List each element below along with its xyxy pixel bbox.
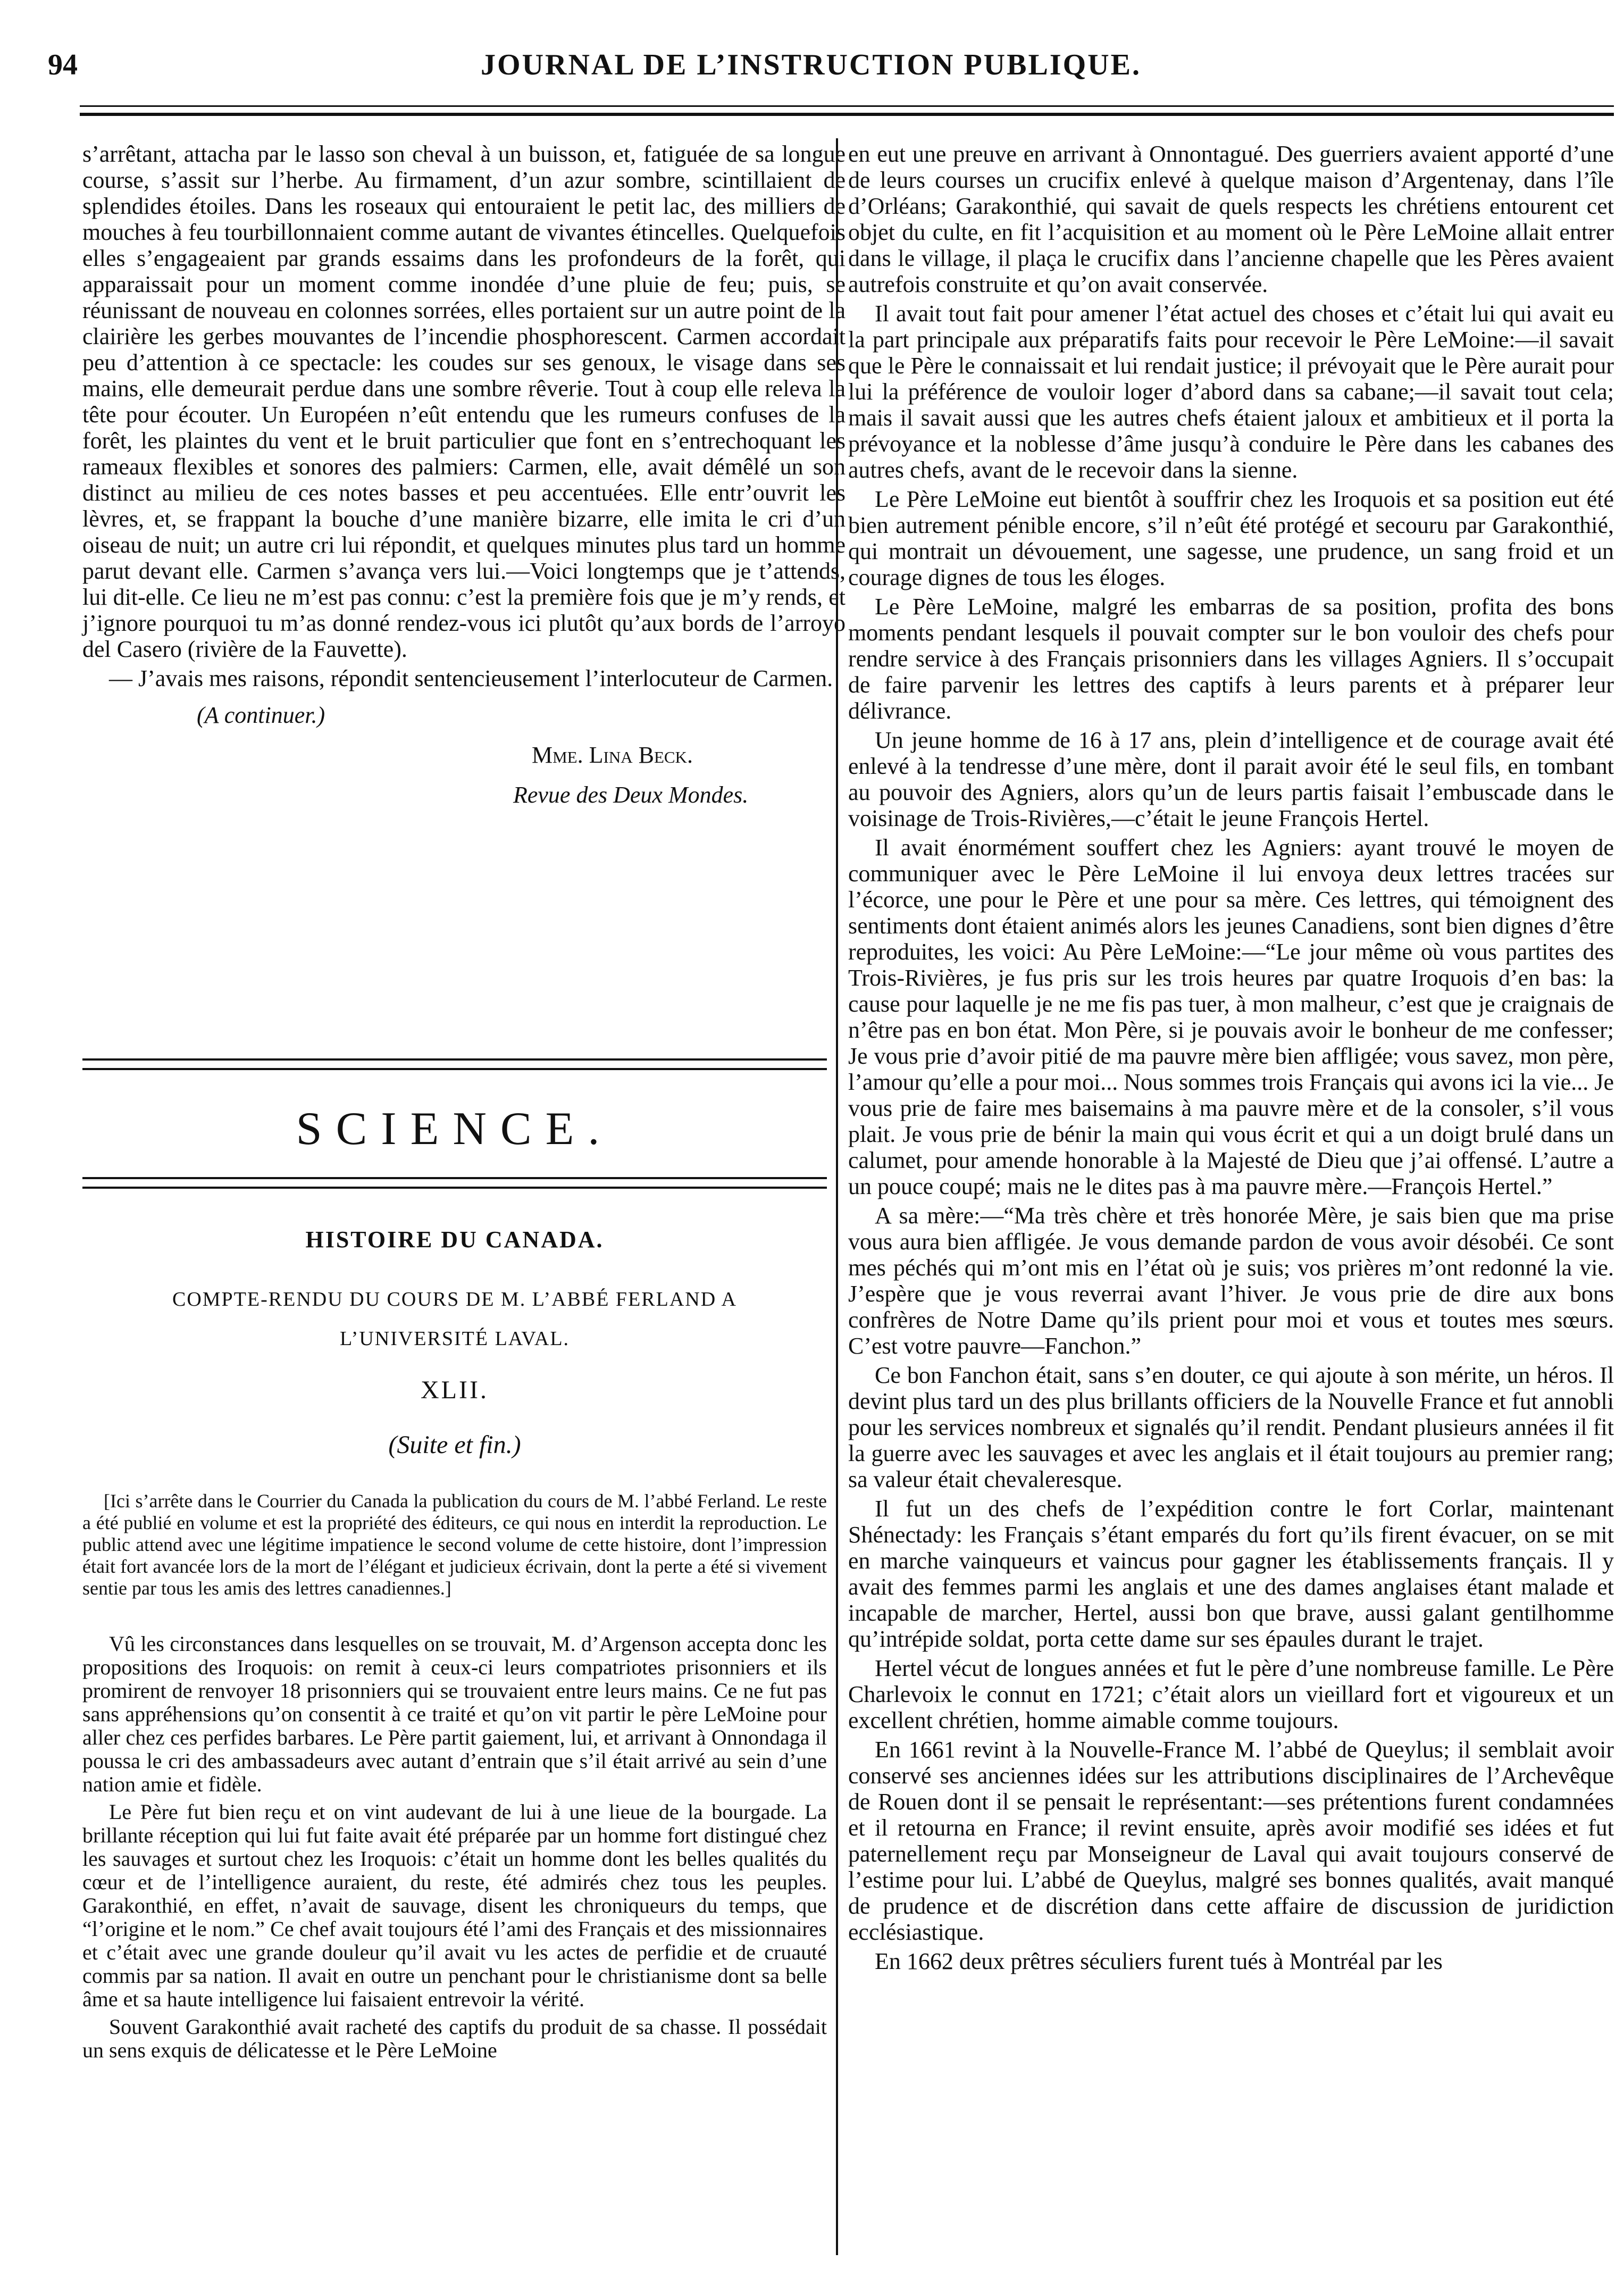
- article-paragraph: Le Père fut bien reçu et on vint audevant de lui à une lieue de la bourgade. La brillante réception qui lui fut faite avait été préparée par un homme fort distingué chez les sauvages et surtout chez les Iroquois: c’était un homme dont les belles qualités du cœur et de l’intelligence auraient, du reste, été admirés chez tous les peuples. Garakonthié, en effet, n’avait de sauvage, disent les chroniqueurs du temps, que “l’origine et le nom.” Ce chef avait toujours été l’ami des Français et des missionnaires et c’était avec une grande douleur qu’il avait vu les actes de perfidie et de cruauté commis par sa nation. Il avait en outre un penchant pour le christianisme dont sa belle âme et sa haute intelligence lui faisaient entrevoir la vérité.: [82, 1800, 827, 2011]
- source-credit: Revue des Deux Mondes.: [513, 782, 749, 808]
- article-paragraph: Souvent Garakonthié avait racheté des captifs du produit de sa chasse. Il possédait un sens exquis de délicatesse et le Père LeMoine: [82, 2015, 827, 2062]
- article-paragraph: en eut une preuve en arrivant à Onnontagué. Des guerriers avaient apporté d’une de leurs courses un crucifix enlevé à quelque maison d’Argentenay, dans l’île d’Orléans; Garakonthié, qui savait de quels respects les chrétiens entourent cet objet du culte, en fit l’acquisition et au moment où le Père LeMoine allait entrer dans le village, il plaça le crucifix dans l’ancienne chapelle que les Pères avaient autrefois construite et qu’on avait conservée.: [848, 141, 1614, 297]
- story-paragraph: — J’avais mes raisons, répondit sentencieusement l’interlocuteur de Carmen.: [109, 665, 833, 691]
- story-paragraph: s’arrêtant, attacha par le lasso son cheval à un buisson, et, fatiguée de sa longue course, s’assit sur l’herbe. Au firmament, d’un azur sombre, scintillaient de splendides étoiles. Dans les roseaux qui entouraient le petit lac, des milliers de mouches à feu tourbillonnaient comme autant de vivantes étincelles. Quelquefois elles s’engageaient par grands essaims dans les profondeurs de la forêt, qui apparaissait pour un moment comme inondée d’une pluie de feu; puis, se réunissant de nouveau en colonnes sorrées, elles portaient sur un autre point de la clairière les gerbes mouvantes de l’incendie phosphorescent. Carmen accordait peu d’attention à ce spectacle: les coudes sur ses genoux, le visage dans ses mains, elle demeurait perdue dans une sombre rêverie. Tout à coup elle releva la tête pour écouter. Un Européen n’eût entendu que les rumeurs confuses de la forêt, les plaintes du vent et le bruit particulier que font en s’entrechoquant les rameaux flexibles et sonores des palmiers: Carmen, elle, avait démêlé un son distinct au milieu de ces notes basses et peu accentuées. Elle entr’ouvrit les lèvres, et, se frappant la bouche d’une manière bizarre, elle imita le cri d’un oiseau de nuit; un autre cri lui répondit, et quelques minutes plus tard un homme parut devant elle. Carmen s’avança vers lui.—Voici longtemps que je t’attends, lui dit-elle. Ce lieu ne m’est pas connu: c’est la première fois que je m’y rends, et j’ignore pourquoi tu m’as donné rendez-vous ici plutôt qu’aux bords de l’arroyo del Casero (rivière de la Fauvette).: [82, 141, 846, 662]
- page-number: 94: [48, 48, 78, 81]
- continue-note: (A continuer.): [197, 702, 325, 728]
- article-paragraph: Ce bon Fanchon était, sans s’en douter, ce qui ajoute à son mérite, un héros. Il devint plus tard un des plus brillants officiers de la Nouvelle France et fut annobli pour les services nombreux et signalés qu’il rendit. Pendant plusieurs années il fit la guerre avec les sauvages et avec les anglais et il était toujours au premier rang; sa valeur était chevaleresque.: [848, 1362, 1614, 1492]
- article-paragraph: Le Père LeMoine, malgré les embarras de sa position, profita des bons moments pendant lesquels il pouvait compter sur le bon vouloir des chefs pour rendre service à des Français prisonniers dans les villages Agniers. Il s’occupait de faire parvenir les lettres des captifs à leurs parents et à préparer leur délivrance.: [848, 594, 1614, 724]
- header-rule-bottom: [80, 113, 1614, 116]
- left-column: [82, 141, 846, 824]
- signature-block: [82, 702, 846, 824]
- article-paragraph: A sa mère:—“Ma très chère et très honorée Mère, je sais bien que ma prise vous aura bien affligée. Je vous demande pardon de vous avoir désobéi. Ce sont mes péchés qui m’ont mis en l’état où je suis; vos prières m’ont redonné la vie. J’espère que je vous reverrai avant l’hiver. Je vous prie de dire aux bons confrères de Notre Dame qu’ils prient pour moi et vous et toutes mes sœurs. C’est votre pauvre—Fanchon.”: [848, 1203, 1614, 1359]
- journal-title: JOURNAL DE L’INSTRUCTION PUBLIQUE.: [481, 48, 1141, 81]
- page-header: [48, 48, 1574, 90]
- article-body: [82, 1632, 827, 2062]
- article-paragraph: En 1662 deux prêtres séculiers furent tués à Montréal par les: [875, 1948, 1443, 1974]
- chapter-number: XLII.: [421, 1376, 489, 1404]
- header-rule-top: [80, 105, 1614, 107]
- section-heading: SCIENCE.: [296, 1103, 614, 1155]
- article-paragraph: Le Père LeMoine eut bientôt à souffrir chez les Iroquois et sa position eut été bien autrement pénible encore, s’il n’eût été protégé et secouru par Garakonthié, qui montrait un dévouement, une sagesse, une prudence, un sang froid et un courage dignes de tous les éloges.: [848, 486, 1614, 590]
- article-subtitle: COMPTE-RENDU DU COURS DE M. L’ABBÉ FERLAND A L’UNIVERSITÉ LAVAL.: [172, 1288, 737, 1350]
- section-divider-bottom: [82, 1177, 827, 1189]
- section-divider: [82, 1058, 827, 1070]
- article-title: HISTOIRE DU CANADA.: [305, 1226, 604, 1253]
- article-paragraph: Hertel vécut de longues années et fut le père d’une nombreuse famille. Le Père Charlevoix le connut en 1721; c’était alors un vieillard fort et vigoureux et un excellent chrétien, homme aimable comme toujours.: [848, 1655, 1614, 1733]
- article-paragraph: Il fut un des chefs de l’expédition contre le fort Corlar, maintenant Shénectady: les Français s’étant emparés du fort qu’ils firent évacuer, on se mit en marche vainqueurs et vaincus pour gagner les établissements français. Il y avait des femmes parmi les anglais et une des dames anglaises étant malade et incapable de marcher, Hertel, aussi bon que brave, aussi galant gentilhomme qu’intrépide soldat, porta cette dame sur ses épaules durant le trajet.: [848, 1496, 1614, 1652]
- right-column: [848, 141, 1614, 1977]
- article-paragraph: Il avait énormément souffert chez les Agniers: ayant trouvé le moyen de communiquer avec le Père LeMoine il lui envoya deux lettres tracées sur l’écorce, une pour le Père et une pour sa mère. Ces lettres, qui témoignent des sentiments dont étaient animés alors les jeunes Canadiens, sont bien dignes d’être reproduites, les voici: Au Père LeMoine:—“Le jour même où vous partites des Trois-Rivières, je fus pris sur les trois heures par quatre Iroquois d’en bas: la cause pour laquelle je ne me fis pas tuer, à mon malheur, c’est que je craignais de n’être pas en bon état. Mon Père, si je pouvais avoir le bonheur de me confesser; Je vous prie d’avoir pitié de ma pauvre mère bien affligée; vous savez, mon père, l’amour qu’elle a pour moi... Nous sommes trois Français qui avons ici la vie... Je vous prie de faire mes baisemains à ma pauvre mère et de la consoler, s’il vous plait. Je vous prie de bénir la main qui vous écrit et qui a un doigt brulé dans un calumet, pour amende honorable à la Majesté de Dieu que j’ai offensé. L’autre a un pouce coupé; mais ne le dites pas à ma pauvre mère.—François Hertel.”: [848, 835, 1614, 1199]
- author-name: Mme. Lina Beck.: [532, 742, 693, 768]
- article-paragraph: Un jeune homme de 16 à 17 ans, plein d’intelligence et de courage avait été enlevé à la tendresse d’une mère, dont il parait avoir été le seul fils, en tombant au pouvoir des Agniers, alors qu’un de leurs partis faisait l’embuscade dans le voisinage de Trois-Rivières,—c’était le jeune François Hertel.: [848, 727, 1614, 831]
- editor-note: [Ici s’arrête dans le Courrier du Canada la publication du cours de M. l’abbé Ferland. Le reste a été publié en volume et est la propriété des éditeurs, ce qui nous en interdit la reproduction. Le public attend avec une légitime impatience le second volume de cette histoire, dont l’impression était fort avancée lors de la mort de l’élégant et judicieux écrivain, dont la perte a été si vivement sentie par tous les amis des lettres canadiennes.]: [82, 1490, 827, 1599]
- science-section: [82, 1058, 827, 2066]
- article-paragraph: Il avait tout fait pour amener l’état actuel des choses et c’était lui qui avait eu la part principale aux préparatifs faits pour recevoir le Père LeMoine:—il savait que le Père le connaissait et lui rendait justice; il prévoyait que le Père aurait pour lui la préférence de vouloir loger d’abord dans sa cabane;—il savait tout cela; mais il savait aussi que les autres chefs étaient jaloux et ambitieux et il porta la prévoyance et la noblesse d’âme jusqu’à conduire le Père dans les cabanes des autres chefs, avant de le recevoir dans la sienne.: [848, 301, 1614, 483]
- article-paragraph: En 1661 revint à la Nouvelle-France M. l’abbé de Queylus; il semblait avoir conservé ses anciennes idées sur les attributions disciplinaires de l’Archevêque de Rouen dont il se pensait le représentant:—ses prétentions furent condamnées et il retourna en France; il revint ensuite, après avoir modifié ses idées et fut paternellement reçu par Monseigneur de Laval qui avait toujours conservé de l’estime pour lui. L’abbé de Queylus, malgré ses bonnes qualités, avait manqué de prudence et de discrétion dans cette affaire de discussion de juridiction ecclésiastique.: [848, 1737, 1614, 1945]
- continuation-note: (Suite et fin.): [388, 1431, 521, 1459]
- article-paragraph: Vû les circonstances dans lesquelles on se trouvait, M. d’Argenson accepta donc les propositions des Iroquois: on remit à ceux-ci leurs compatriotes prisonniers et ils promirent de renvoyer 18 prisonniers qui se trouvaient entre leurs mains. Ce ne fut pas sans appréhensions qu’on consentit à ce traité et qu’on vit partir le père LeMoine pour aller chez ces perfides barbares. Le Père partit gaiement, lui, et arrivant à Onnondaga il poussa le cri des ambassadeurs avec autant d’entrain que s’il était arrivé au sein d’une nation amie et fidèle.: [82, 1632, 827, 1796]
